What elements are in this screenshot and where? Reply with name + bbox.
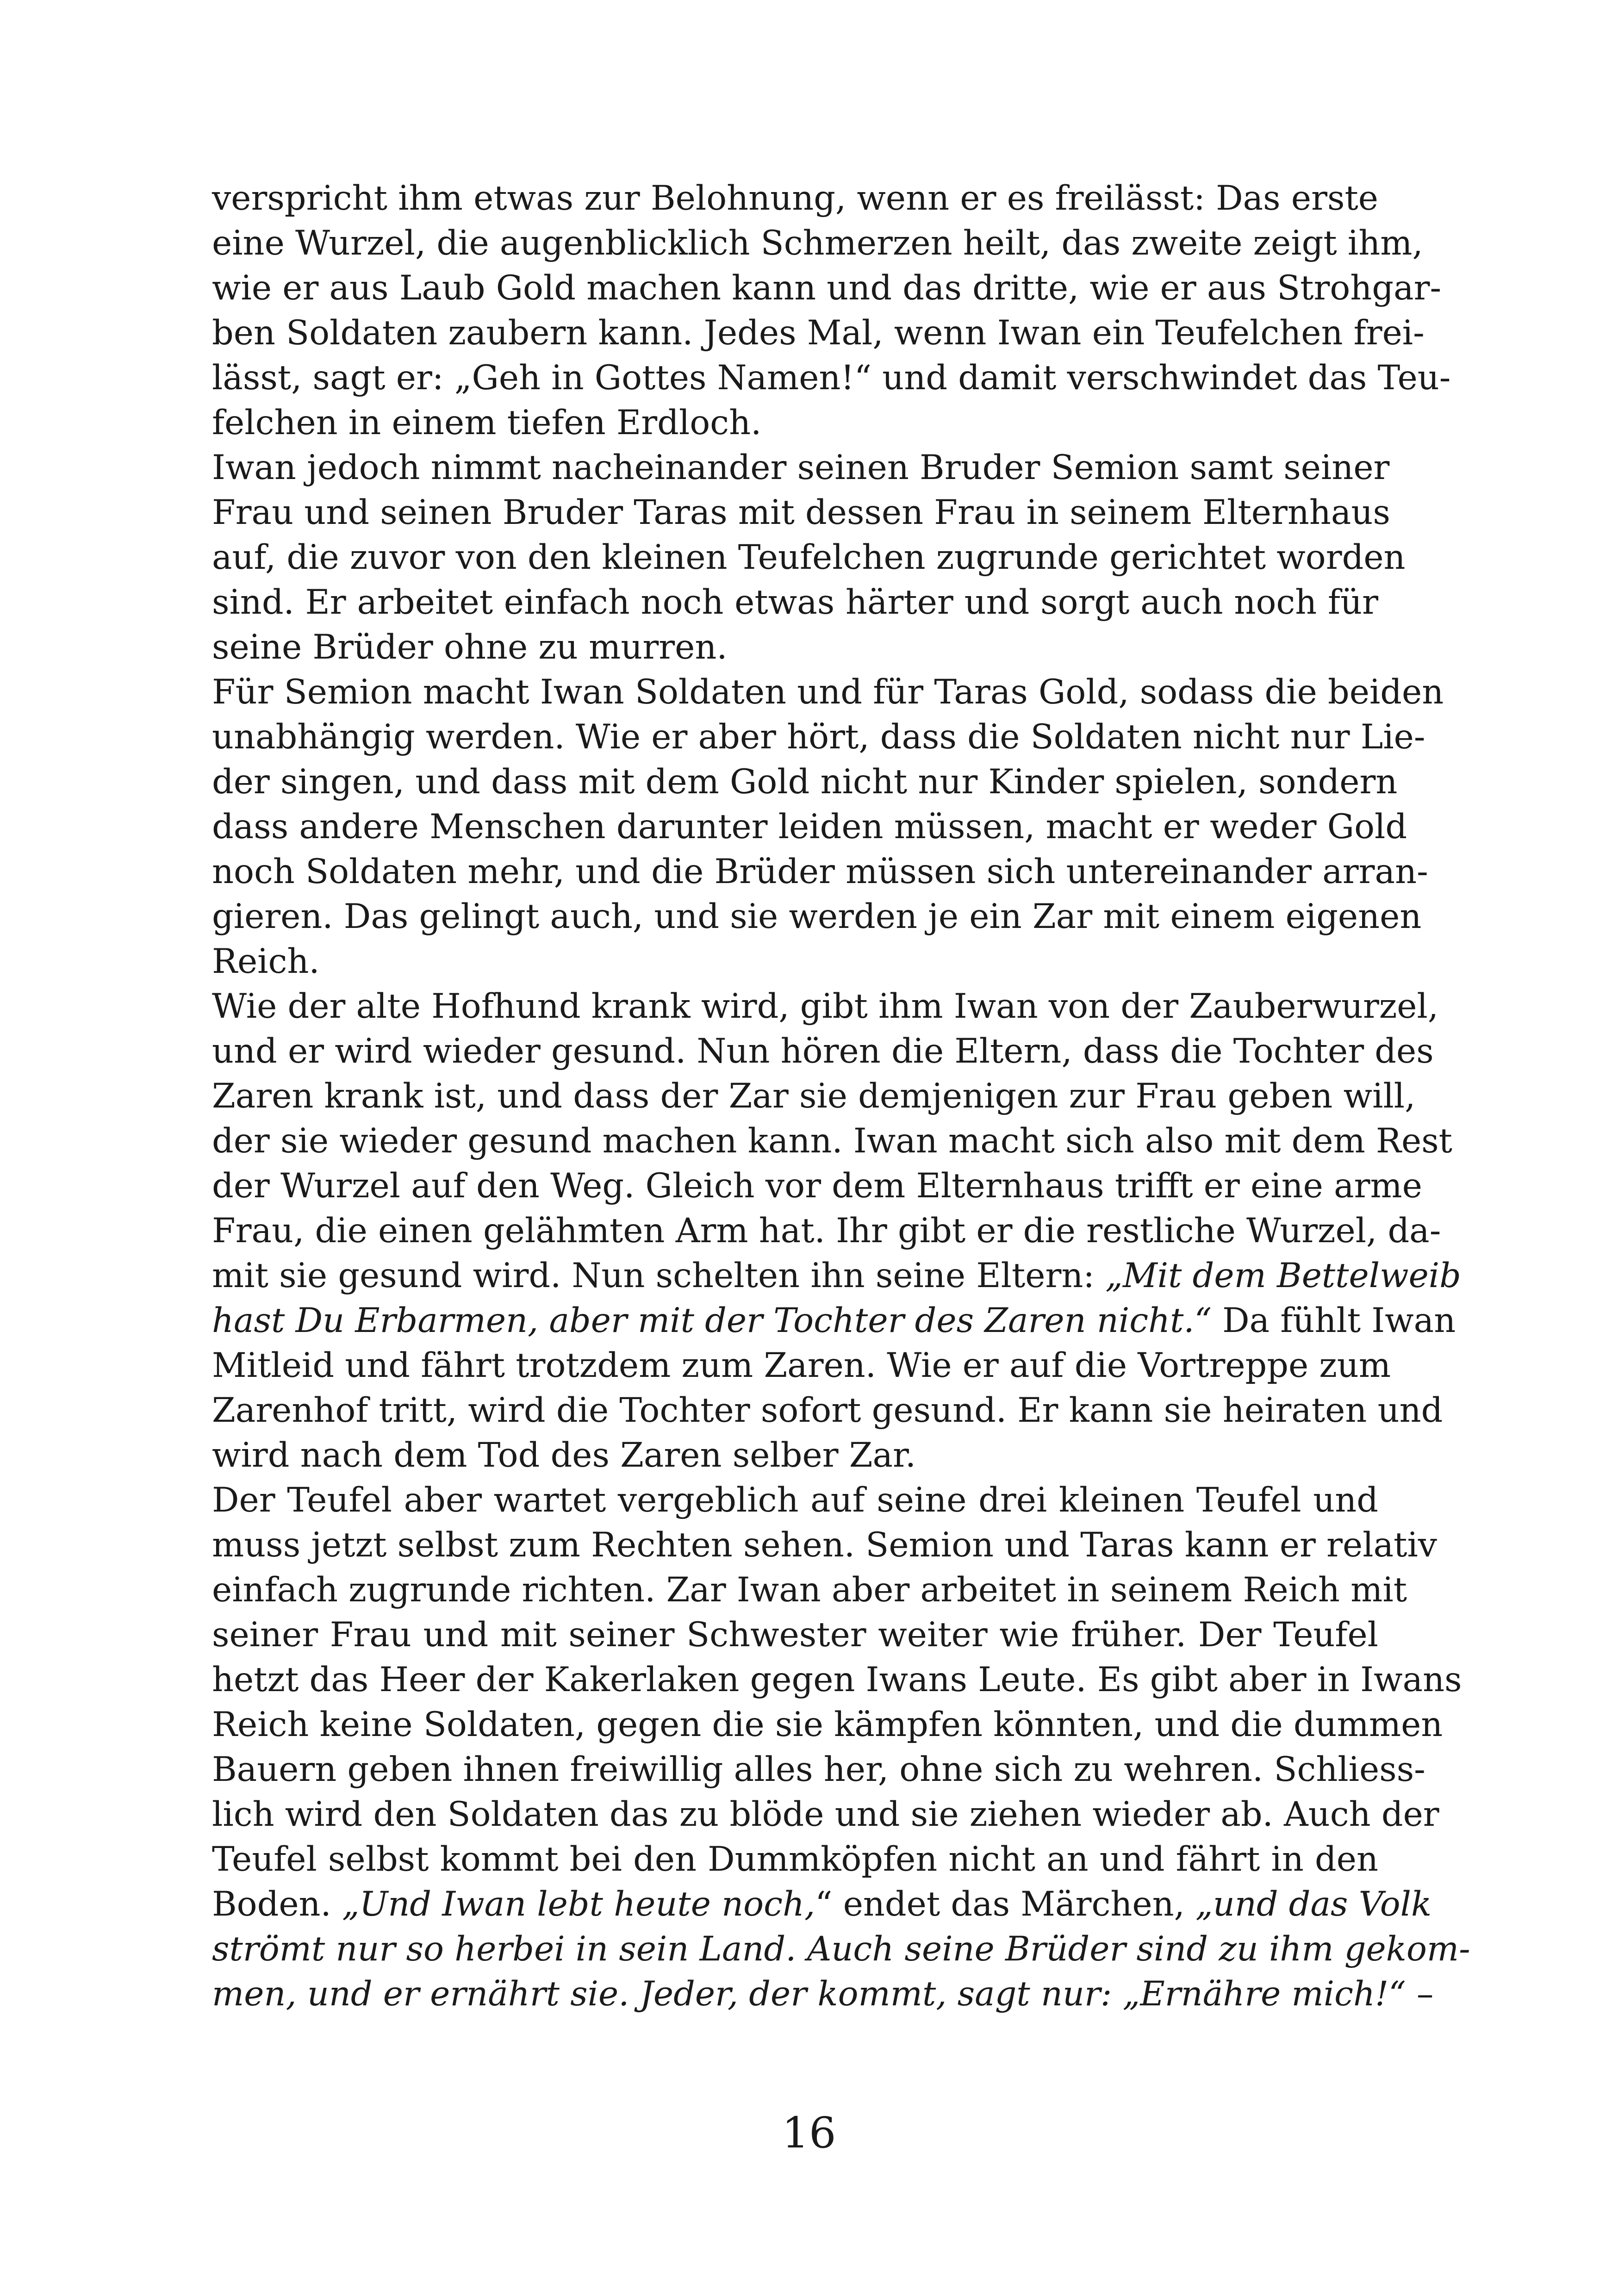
text-run: seine Brüder ohne zu murren. xyxy=(212,628,728,667)
text-run: Zarenhof tritt, wird die Tochter sofort gesund. Er kann sie heiraten und xyxy=(212,1391,1443,1430)
text-line xyxy=(212,580,1378,625)
italic-quote: hast Du Erbarmen, aber mit der Tochter des Zaren nicht.“ xyxy=(212,1301,1212,1340)
text-line xyxy=(212,266,1442,311)
text-run: mit sie gesund wird. Nun schelten ihn seine Eltern: xyxy=(212,1256,1106,1295)
text-line xyxy=(212,1343,1391,1388)
text-line xyxy=(212,1074,1416,1119)
text-run: Wie der alte Hofhund krank wird, gibt ihm Iwan von der Zauberwurzel, xyxy=(212,987,1439,1026)
text-line xyxy=(212,984,1439,1029)
text-line xyxy=(212,1029,1434,1074)
text-run: noch Soldaten mehr, und die Brüder müssen sich untereinander arran- xyxy=(212,852,1428,891)
text-line xyxy=(212,715,1425,759)
text-line xyxy=(212,670,1444,715)
body-text xyxy=(212,176,1470,2016)
text-line xyxy=(212,176,1378,221)
paragraph xyxy=(212,445,1406,670)
text-run: lich wird den Soldaten das zu blöde und sie ziehen wieder ab. Auch der xyxy=(212,1795,1439,1834)
text-run: wird nach dem Tod des Zaren selber Zar. xyxy=(212,1436,916,1475)
text-line xyxy=(212,535,1406,580)
text-run: “ endet das Märchen, xyxy=(815,1885,1195,1924)
text-line xyxy=(212,1612,1378,1657)
paragraph xyxy=(212,984,1461,1478)
text-run: der sie wieder gesund machen kann. Iwan macht sich also mit dem Rest xyxy=(212,1121,1453,1161)
text-run: hetzt das Heer der Kakerlaken gegen Iwans Leute. Es gibt aber in Iwans xyxy=(212,1660,1462,1699)
text-run: einfach zugrunde richten. Zar Iwan aber arbeitet in seinem Reich mit xyxy=(212,1570,1407,1610)
text-line xyxy=(212,1882,1432,1927)
text-line xyxy=(212,939,1378,984)
text-run: auf, die zuvor von den kleinen Teufelchen zugrunde gerichtet worden xyxy=(212,538,1406,577)
text-line xyxy=(212,804,1407,849)
italic-quote: „Mit dem Bettelweib xyxy=(1105,1256,1461,1295)
text-line xyxy=(212,490,1390,535)
text-line xyxy=(212,1388,1443,1433)
text-run: gieren. Das gelingt auch, und sie werden je ein Zar mit einem eigenen xyxy=(212,897,1422,936)
text-line xyxy=(212,759,1398,804)
text-run: Reich keine Soldaten, gegen die sie kämpfen könnten, und die dummen xyxy=(212,1705,1443,1744)
text-line xyxy=(212,625,1378,670)
text-line xyxy=(212,1927,1470,1972)
text-run: felchen in einem tiefen Erdloch. xyxy=(212,403,762,442)
text-line xyxy=(212,1702,1443,1747)
text-run: und er wird wieder gesund. Nun hören die Eltern, dass die Tochter des xyxy=(212,1032,1434,1071)
text-line xyxy=(212,1792,1439,1837)
text-run: dass andere Menschen darunter leiden müssen, macht er weder Gold xyxy=(212,807,1407,846)
text-line xyxy=(212,400,1378,445)
text-run: wie er aus Laub Gold machen kann und das dritte, wie er aus Strohgar- xyxy=(212,268,1442,308)
text-line xyxy=(212,1747,1425,1792)
paragraph xyxy=(212,670,1444,984)
text-run: Bauern geben ihnen freiwillig alles her, ohne sich zu wehren. Schliess- xyxy=(212,1750,1425,1789)
page-number: 16 xyxy=(782,2108,836,2158)
text-line xyxy=(212,1433,1378,1478)
text-line xyxy=(212,1523,1438,1568)
paragraph xyxy=(212,1478,1470,2016)
italic-quote: „und das Volk xyxy=(1195,1885,1432,1924)
text-line xyxy=(212,1119,1453,1164)
text-line xyxy=(212,1164,1422,1208)
text-run: verspricht ihm etwas zur Belohnung, wenn er es freilässt: Das erste xyxy=(212,179,1378,218)
text-run: Boden. xyxy=(212,1885,342,1924)
text-line xyxy=(212,849,1428,894)
text-run: Da fühlt Iwan xyxy=(1211,1301,1456,1340)
text-run: – xyxy=(1406,1974,1434,2014)
text-line xyxy=(212,1253,1461,1298)
text-line xyxy=(212,1657,1462,1702)
text-line xyxy=(212,445,1390,490)
italic-quote: strömt nur so herbei in sein Land. Auch seine Brüder sind zu ihm gekom- xyxy=(212,1929,1470,1969)
text-run: Für Semion macht Iwan Soldaten und für Taras Gold, sodass die beiden xyxy=(212,672,1444,712)
text-run: Frau, die einen gelähmten Arm hat. Ihr gibt er die restliche Wurzel, da- xyxy=(212,1211,1441,1251)
text-line xyxy=(212,1837,1378,1882)
text-run: Der Teufel aber wartet vergeblich auf seine drei kleinen Teufel und xyxy=(212,1481,1378,1520)
text-line xyxy=(212,894,1422,939)
text-line xyxy=(212,1972,1434,2016)
text-run: ben Soldaten zaubern kann. Jedes Mal, wenn Iwan ein Teufelchen frei- xyxy=(212,313,1425,353)
text-run: Teufel selbst kommt bei den Dummköpfen nicht an und fährt in den xyxy=(212,1840,1378,1879)
text-run: lässt, sagt er: „Geh in Gottes Namen!“ und damit verschwindet das Teu- xyxy=(212,358,1451,398)
paragraph xyxy=(212,176,1451,445)
text-run: Frau und seinen Bruder Taras mit dessen Frau in seinem Elternhaus xyxy=(212,493,1390,532)
text-run: Mitleid und fährt trotzdem zum Zaren. Wie er auf die Vortreppe zum xyxy=(212,1346,1391,1385)
text-run: muss jetzt selbst zum Rechten sehen. Semion und Taras kann er relativ xyxy=(212,1525,1438,1565)
italic-quote: „Und Iwan lebt heute noch, xyxy=(342,1885,815,1924)
text-line xyxy=(212,1568,1407,1612)
text-line xyxy=(212,1298,1456,1343)
text-run: seiner Frau und mit seiner Schwester weiter wie früher. Der Teufel xyxy=(212,1615,1378,1655)
text-run: Zaren krank ist, und dass der Zar sie demjenigen zur Frau geben will, xyxy=(212,1076,1416,1116)
text-run: Reich. xyxy=(212,942,320,981)
text-run: eine Wurzel, die augenblicklich Schmerzen heilt, das zweite zeigt ihm, xyxy=(212,224,1423,263)
italic-quote: men, und er ernährt sie. Jeder, der kommt, sagt nur: „Ernähre mich!“ xyxy=(212,1974,1406,2014)
text-run: der Wurzel auf den Weg. Gleich vor dem Elternhaus trifft er eine arme xyxy=(212,1166,1422,1206)
text-line xyxy=(212,1478,1378,1523)
text-run: sind. Er arbeitet einfach noch etwas härter und sorgt auch noch für xyxy=(212,583,1378,622)
text-line xyxy=(212,1208,1441,1253)
text-run: unabhängig werden. Wie er aber hört, dass die Soldaten nicht nur Lie- xyxy=(212,717,1425,757)
text-line xyxy=(212,355,1451,400)
text-run: Iwan jedoch nimmt nacheinander seinen Bruder Semion samt seiner xyxy=(212,448,1390,487)
text-line xyxy=(212,311,1425,355)
text-line xyxy=(212,221,1423,266)
text-run: der singen, und dass mit dem Gold nicht nur Kinder spielen, sondern xyxy=(212,762,1398,802)
